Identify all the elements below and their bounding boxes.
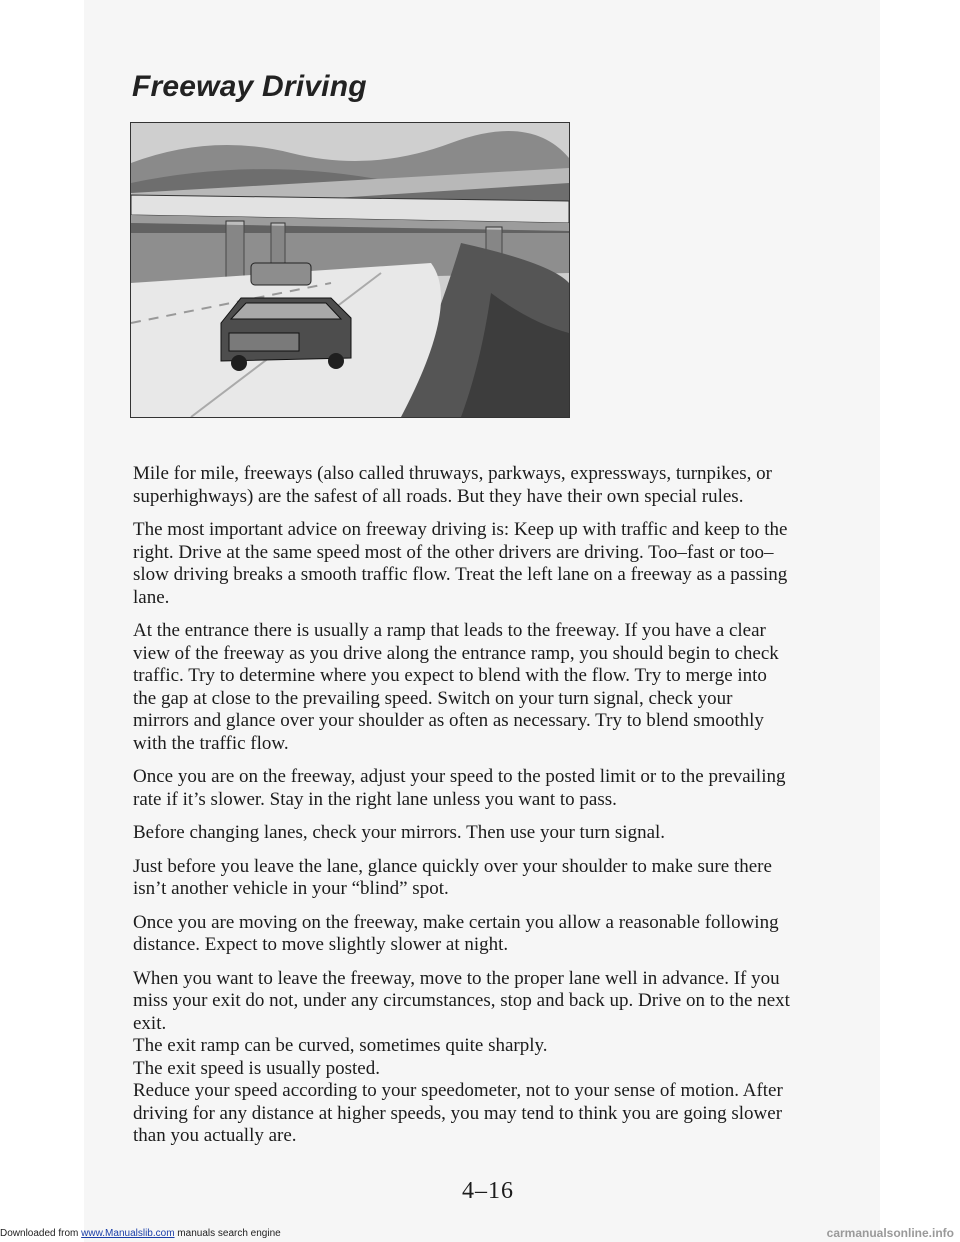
page-number: 4–16 [462,1178,514,1204]
paragraph: Once you are moving on the freeway, make certain you allow a reasonable following distance. Expect to move slightly slower at night. [133,911,779,955]
freeway-illustration [130,122,570,418]
paragraph: Before changing lanes, check your mirrors. Then use your turn signal. [133,822,666,843]
page-title: Freeway Driving [132,70,367,103]
download-footer [0,1228,281,1239]
watermark: carmanualsonline.info [826,1226,954,1240]
body-text [133,463,793,1148]
paragraph: Reduce your speed according to your speedometer, not to your sense of motion. After driving for any distance at higher speeds, you may tend to think you are going slower than you actually are. [133,1080,783,1146]
footer-suffix: manuals search engine [174,1228,281,1239]
paragraph: The most important advice on freeway driving is: Keep up with traffic and keep to the right. Drive at the same speed most of the other drivers are driving. Too–fast or too–slow driving breaks a smooth traffic flow. Treat the left lane on a freeway as a passing lane. [133,519,788,608]
paragraph: At the entrance there is usually a ramp that leads to the freeway. If you have a clear view of the freeway as you drive along the entrance ramp, you should begin to check traffic. Try to determine where you expect to blend with the flow. Try to merge into the gap at close to the prevailing speed. Switch on your turn signal, check your mirrors and glance over your shoulder as often as necessary. Try to blend smoothly with the traffic flow. [133,620,779,754]
footer-prefix: Downloaded from [0,1228,82,1239]
paragraph: Mile for mile, freeways (also called thruways, parkways, expressways, turnpikes, or superhighways) are the safest of all roads. But they have their own special rules. [133,463,772,507]
paragraph: The exit ramp can be curved, sometimes quite sharply. [133,1035,548,1056]
paragraph: When you want to leave the freeway, move to the proper lane well in advance. If you miss your exit do not, under any circumstances, stop and back up. Drive on to the next exit. [133,967,790,1034]
paragraph: The exit speed is usually posted. [133,1057,380,1079]
manualslib-link[interactable]: www.Manualslib.com [81,1228,175,1239]
paragraph: Once you are on the freeway, adjust your speed to the posted limit or to the prevailing rate if it’s slower. Stay in the right lane unless you want to pass. [133,766,786,810]
paragraph: Just before you leave the lane, glance quickly over your shoulder to make sure there isn’t another vehicle in your “blind” spot. [133,855,772,899]
